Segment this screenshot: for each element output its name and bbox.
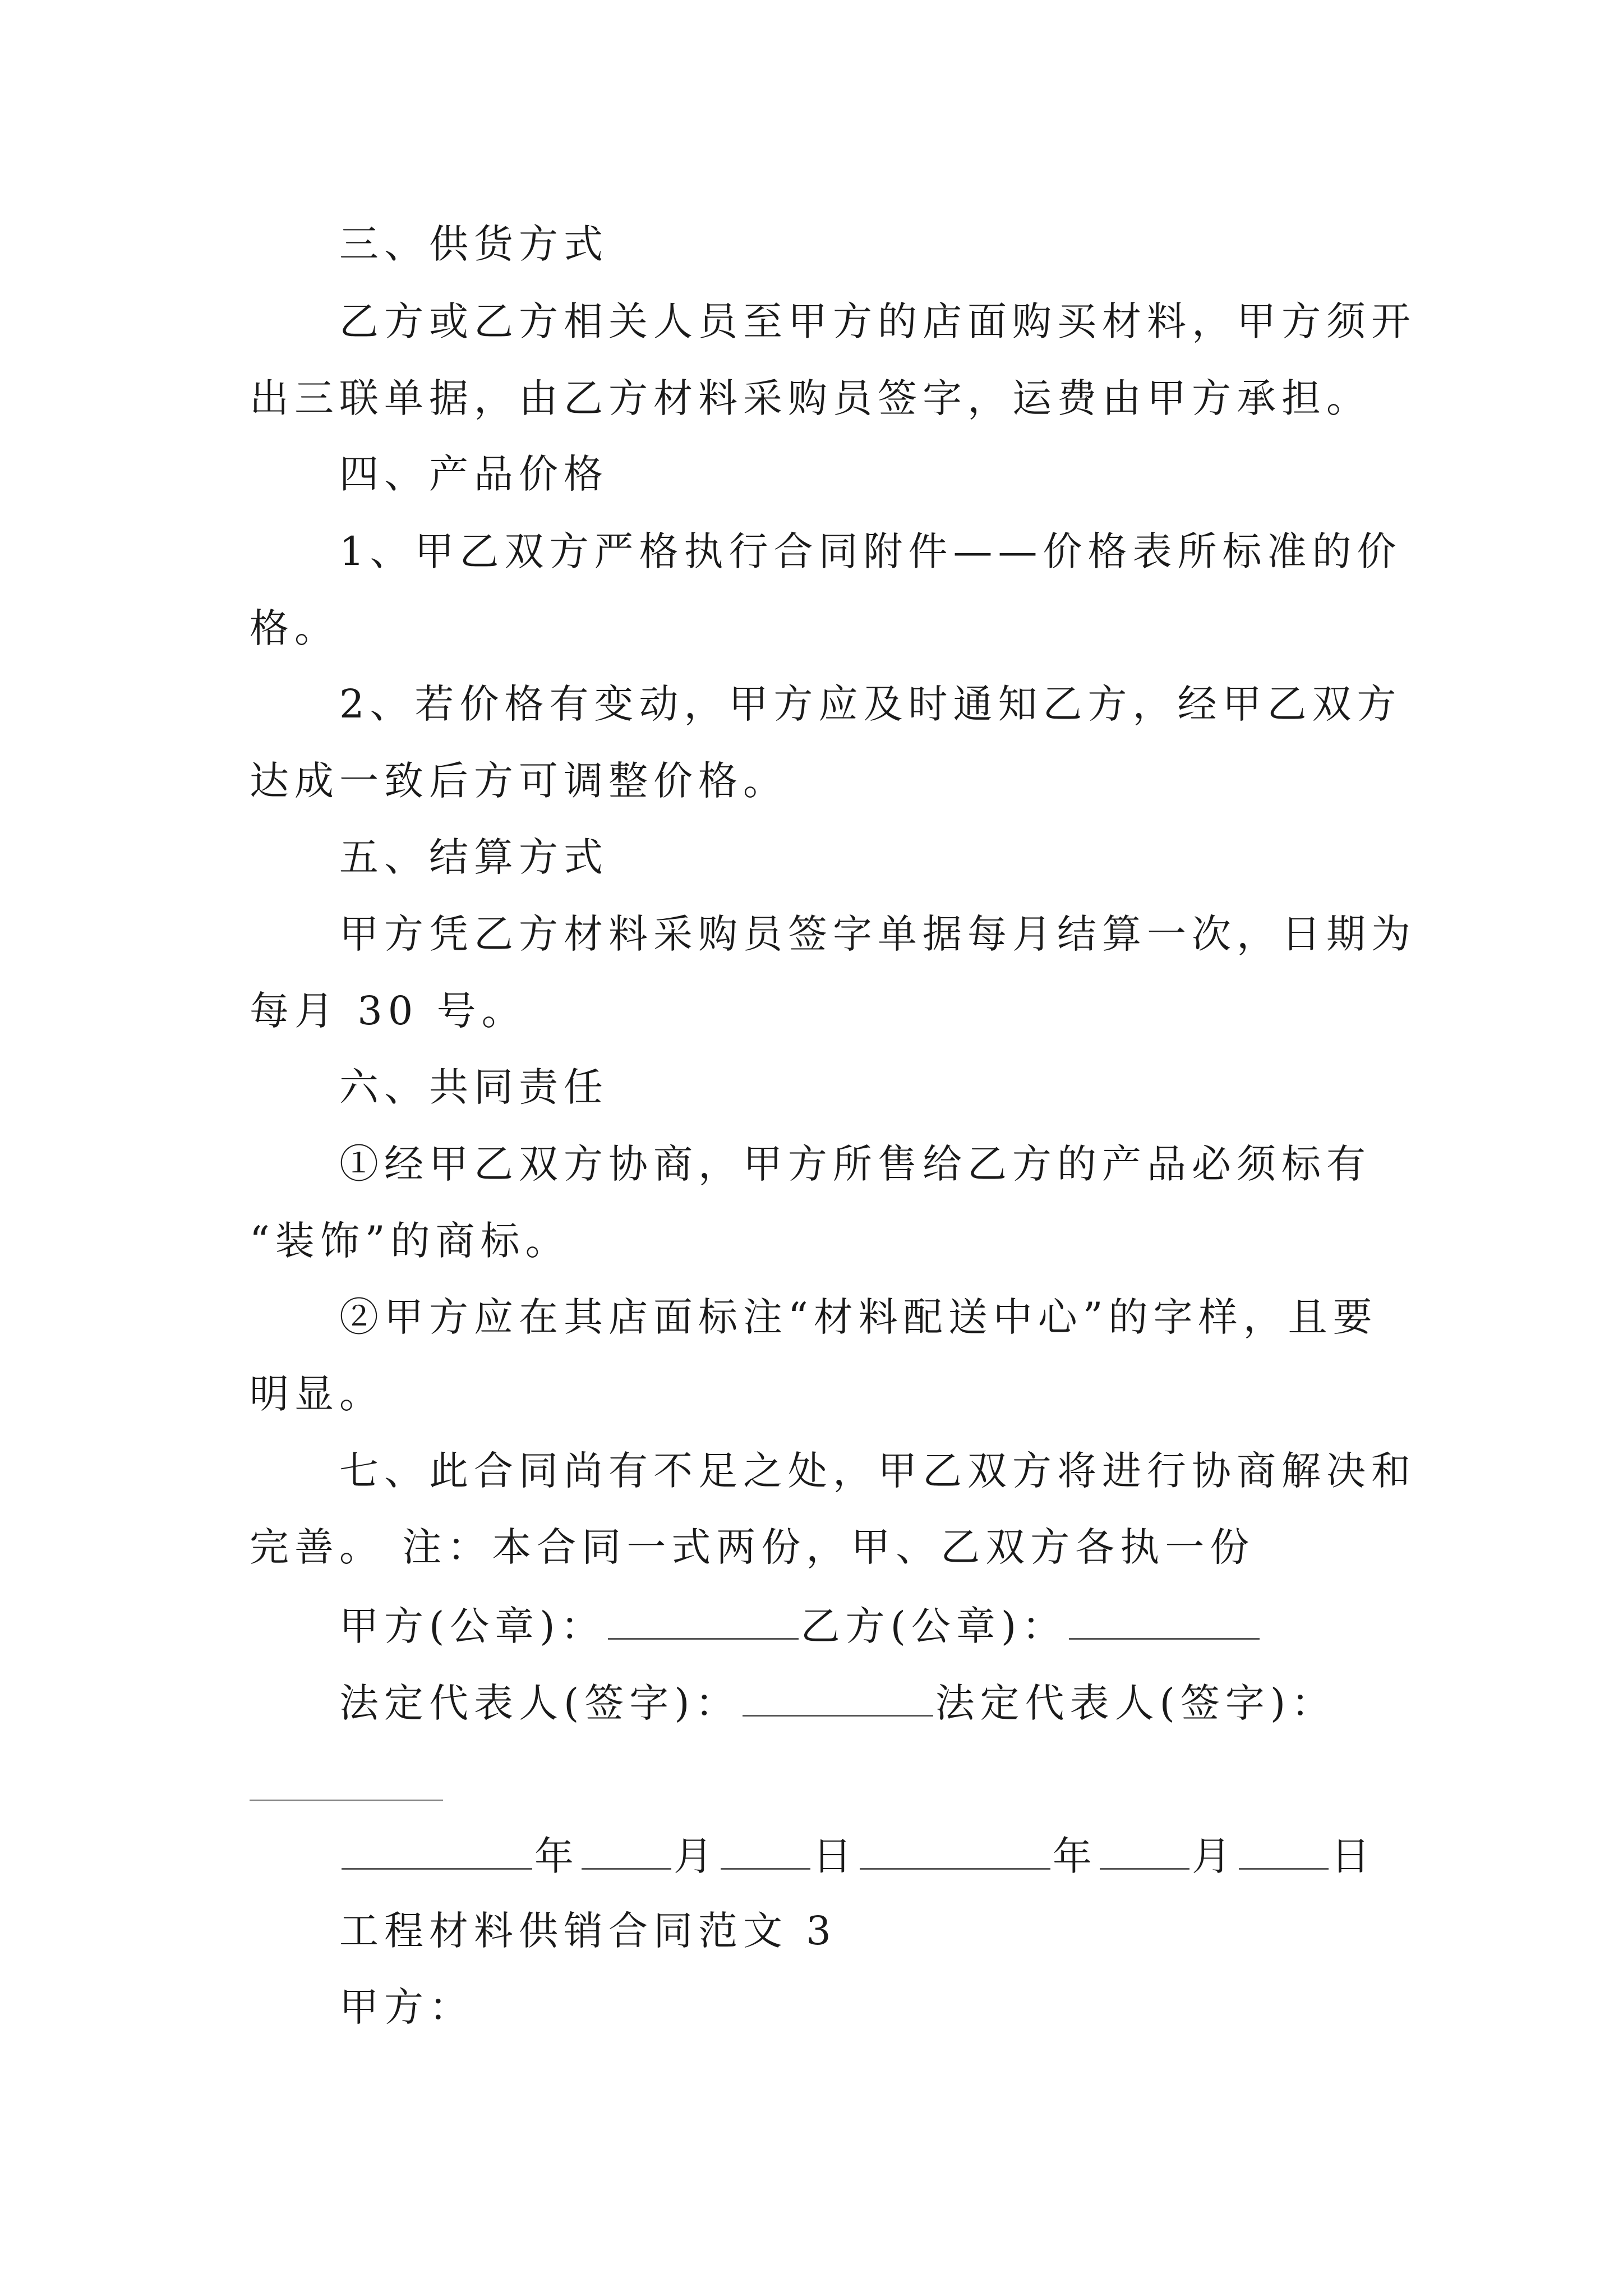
paragraph-line: “装饰”的商标。	[250, 1218, 570, 1264]
paragraph-line: 出三联单据，由乙方材料采购员签字，运费由甲方承担。	[250, 375, 1371, 421]
seal-row	[339, 1603, 1262, 1649]
paragraph-line: 乙方或乙方相关人员至甲方的店面购买材料，甲方须开	[339, 298, 1416, 344]
section-heading: 六、共同责任	[339, 1064, 608, 1110]
next-party-label: 甲方：	[339, 1984, 474, 2030]
party-b-seal-label: 乙方(公章)：	[800, 1603, 1067, 1649]
month-label: 月	[1192, 1833, 1237, 1879]
month-label: 月	[674, 1833, 718, 1879]
paragraph-line: 完善。 注：本合同一式两份，甲、乙双方各执一份	[250, 1524, 1255, 1570]
date-b-year-blank	[860, 1834, 1050, 1870]
rep-a-blank	[743, 1681, 933, 1717]
paragraph-line: 格。	[250, 605, 339, 651]
next-contract-title: 工程材料供销合同范文 3	[339, 1908, 837, 1954]
date-row	[339, 1833, 1376, 1879]
paragraph-line: 甲方凭乙方材料采购员签字单据每月结算一次，日期为	[339, 911, 1416, 957]
section-heading: 三、供货方式	[339, 221, 608, 267]
paragraph-line: ②甲方应在其店面标注“材料配送中心”的字样，且要	[339, 1294, 1378, 1340]
paragraph-line: 1、甲乙双方严格执行合同附件——价格表所标准的价	[339, 528, 1402, 574]
paragraph-line: 明显。	[250, 1371, 384, 1417]
section-heading: 五、结算方式	[339, 834, 608, 880]
paragraph-line: 七、此合同尚有不足之处，甲乙双方将进行协商解决和	[339, 1448, 1416, 1494]
date-b-month-blank	[1100, 1834, 1189, 1870]
party-b-seal-blank	[1069, 1604, 1260, 1640]
paragraph-line: 达成一致后方可调整价格。	[250, 758, 788, 804]
rep-b-label: 法定代表人(签字)：	[935, 1680, 1336, 1726]
rep-a-label: 法定代表人(签字)：	[339, 1680, 740, 1726]
date-a-year-blank	[342, 1834, 532, 1870]
paragraph-line: 每月 30 号。	[250, 988, 527, 1034]
section-heading: 四、产品价格	[339, 451, 608, 497]
date-a-month-blank	[582, 1834, 671, 1870]
day-label: 日	[813, 1833, 857, 1879]
date-a-day-blank	[721, 1834, 810, 1870]
party-a-seal-blank	[608, 1604, 799, 1640]
year-label: 年	[534, 1833, 579, 1879]
paragraph-line: ①经甲乙双方协商，甲方所售给乙方的产品必须标有	[339, 1141, 1371, 1187]
paragraph-line: 2、若价格有变动，甲方应及时通知乙方，经甲乙双方	[339, 681, 1402, 727]
day-label: 日	[1331, 1833, 1376, 1879]
year-label: 年	[1053, 1833, 1098, 1879]
representative-row	[339, 1680, 1336, 1726]
date-b-day-blank	[1239, 1834, 1329, 1870]
party-a-seal-label: 甲方(公章)：	[339, 1603, 606, 1649]
rep-b-blank	[250, 1800, 443, 1801]
